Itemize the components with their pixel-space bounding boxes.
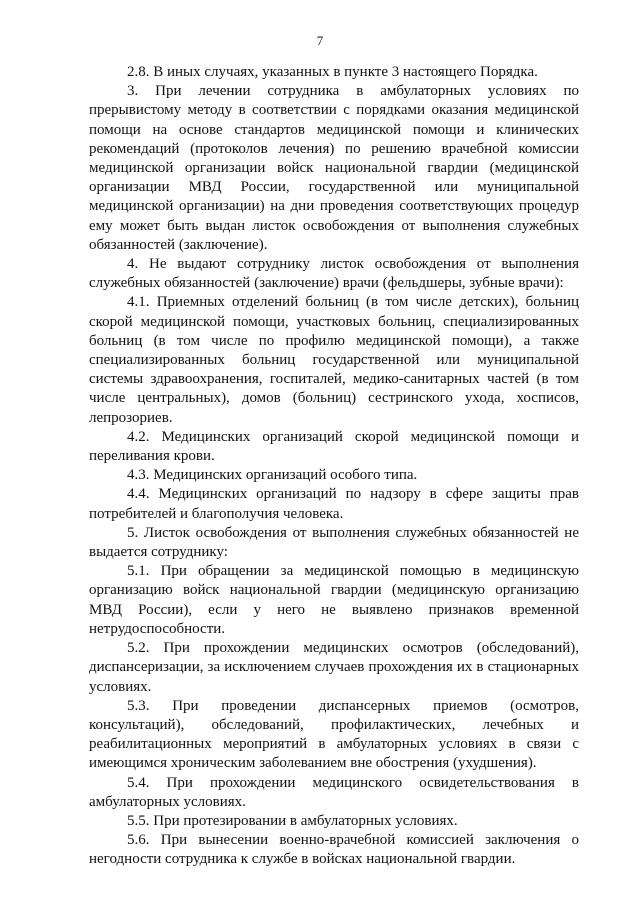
paragraph-4-1: 4.1. Приемных отделений больниц (в том числе детских), больниц скорой медицинской помощи, участковых больниц, специализированных больниц (в том числе по профилю медицинской помощи), а также специализированных больниц государственной или муниципальной системы здравоохранения, госпиталей, медико-санитарных частей (в том числе центральных), домов (больниц) сестринского ухода, хосписов, лепрозориев. <box>89 294 579 426</box>
paragraph-5-1: 5.1. При обращении за медицинской помощью в медицинскую организацию войск национальной гвардии (медицинскую организацию МВД России), если у него не выявлено признаков временной нетрудоспособности. <box>89 563 579 637</box>
paragraph-5-6: 5.6. При вынесении военно-врачебной комиссией заключения о негодности сотрудника к службе в войсках национальной гвардии. <box>89 832 579 868</box>
paragraph-4-2: 4.2. Медицинских организаций скорой медицинской помощи и переливания крови. <box>89 428 579 465</box>
paragraph-5-3: 5.3. При проведении диспансерных приемов (осмотров, консультаций), обследований, профилактических, лечебных и реабилитационных мероприятий в амбулаторных условиях в связи с имеющимся хроническим заболеванием вне обострения (ухудшения). <box>89 697 579 772</box>
paragraph-5-2: 5.2. При прохождении медицинских осмотров (обследований), диспансеризации, за исключением случаев прохождения их в стационарных условиях. <box>89 640 579 695</box>
paragraph-5-4: 5.4. При прохождении медицинского освидетельствования в амбулаторных условиях. <box>89 774 579 810</box>
paragraph-3: 3. При лечении сотрудника в амбулаторных условиях по прерывистому методу в соответствии с порядками оказания медицинской помощи на основе стандартов медицинской помощи и клинических рекомендаций (протоколов лечения) по решению врачебной комиссии медицинской организации войск национальной гвардии (медицинской организации МВД России, государственной или муниципальной медицинской организации) на дни проведения соответствующих процедур ему может быть выдан листок освобождения от выполнения служебных обязанностей (заключение). <box>89 83 579 253</box>
paragraph-4-3: 4.3. Медицинских организаций особого типа. <box>127 467 418 484</box>
paragraph-5-5: 5.5. При протезировании в амбулаторных условиях. <box>127 812 458 829</box>
page-number: 7 <box>316 33 324 48</box>
paragraph-5: 5. Листок освобождения от выполнения служебных обязанностей не выдается сотруднику: <box>89 524 579 561</box>
document-body <box>89 63 579 870</box>
paragraph-2-8: 2.8. В иных случаях, указанных в пункте 3 настоящего Порядка. <box>127 64 538 80</box>
paragraph-4: 4. Не выдают сотруднику листок освобождения от выполнения служебных обязанностей (заключение) врачи (фельдшеры, зубные врачи): <box>89 256 579 292</box>
paragraph-4-4: 4.4. Медицинских организаций по надзору в сфере защиты прав потребителей и благополучия человека. <box>89 486 579 522</box>
